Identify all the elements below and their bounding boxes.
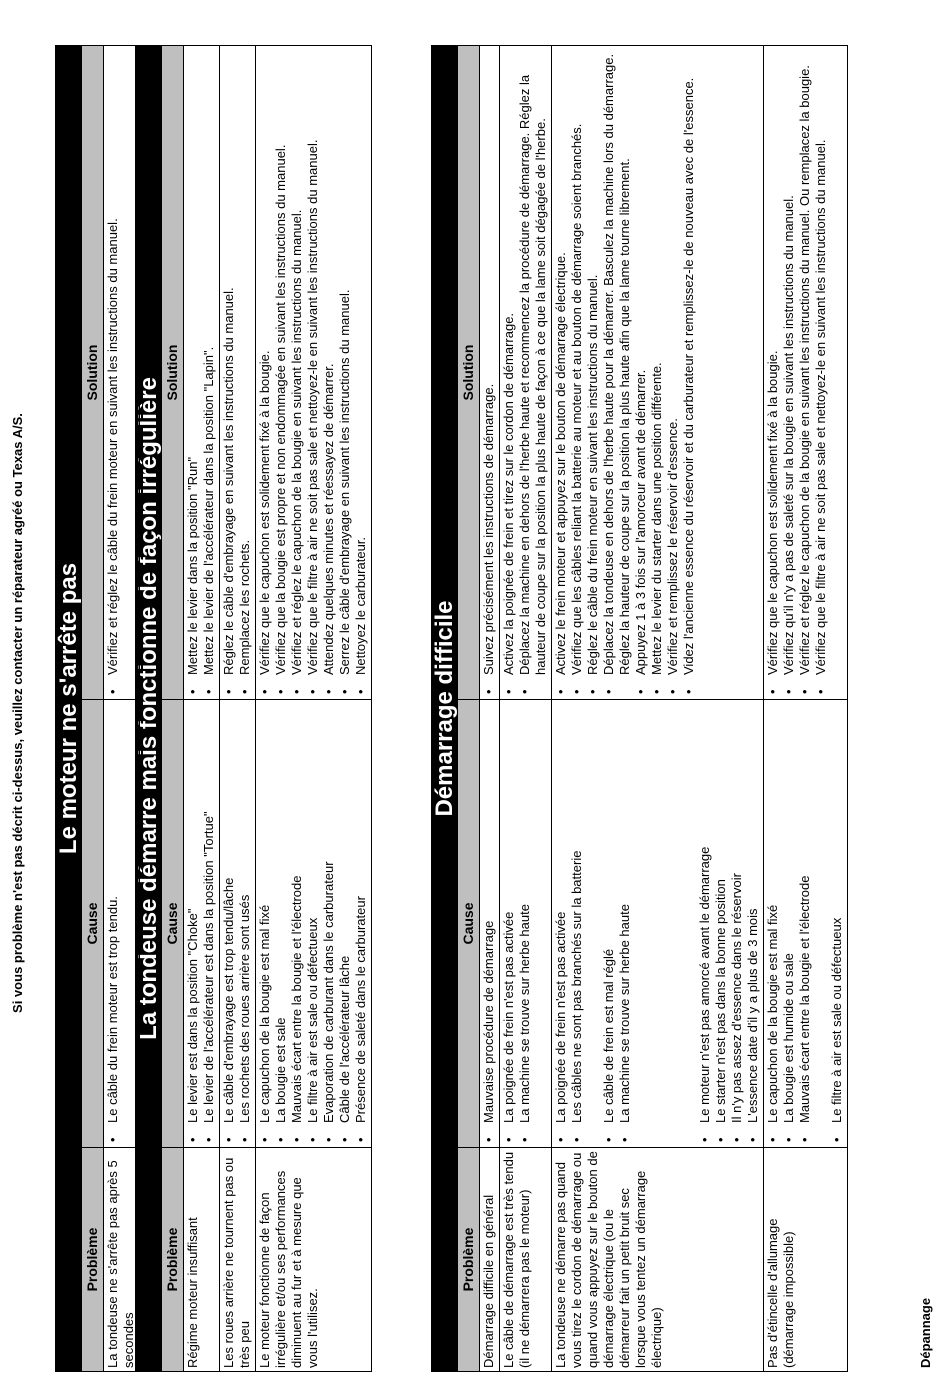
section-engine-wont-stop	[55, 45, 140, 1372]
problem-cell: La tondeuse ne démarre pas quand vous tirez le cordon de démarrage ou quand vous appuyez sur le bouton de démarrage électrique (ou le démarreur fait un petit bruit sec lorsque vous tentez un démarrage électrique)	[553, 1151, 664, 1368]
solution-item: • Vérifiez que les câbles reliant la batterie au moteur et au bouton de démarrage soient branchés.	[569, 49, 585, 696]
cause-spacer	[649, 703, 665, 1144]
solution-item: • Vérifiez et réglez le capuchon de la bougie en suivant les instructions du manuel.	[289, 49, 305, 696]
solution-item: • Activez le frein moteur et appuyez sur le bouton de démarrage électrique.	[553, 49, 569, 696]
cause-spacer	[585, 703, 601, 1144]
cause-list	[257, 703, 369, 1144]
cause-item: • Le levier de l'accélérateur est dans la position "Tortue"	[201, 703, 217, 1144]
cause-item: • Mauvaise procédure de démarrage	[481, 703, 497, 1144]
cause-item: • La machine se trouve sur herbe haute	[617, 703, 633, 1144]
header-problem: Problème	[460, 1227, 476, 1292]
cause-item: • Le levier est dans la position "Choke"	[185, 703, 201, 1144]
solution-cell	[104, 46, 139, 700]
cause-item: • La bougie est sale	[273, 703, 289, 1144]
table-header	[162, 45, 184, 1372]
solution-item: • Vérifiez et réglez le capuchon de la bougie en suivant les instructions du manuel. Ou remplacez la bougie.	[797, 49, 813, 696]
cause-item: • L'essence date d'il y a plus de 3 mois	[745, 703, 761, 1144]
cause-cell	[220, 700, 255, 1148]
table-header	[82, 45, 104, 1372]
cause-item: • La poignée de frein n'est pas activée	[553, 703, 569, 1144]
cause-item: • Mauvais écart entre la bougie et l'électrode	[797, 703, 813, 1144]
cause-cell	[764, 700, 847, 1148]
footer-note: Si vous problème n'est pas décrit ci-dessus, veuillez contacter un réparateur agréé ou Texas A/S.	[10, 413, 25, 1013]
cause-item: • Présence de saleté dans le carburateur	[353, 703, 369, 1144]
problem-cell: La tondeuse ne s'arrête pas après 5 secondes	[105, 1160, 136, 1368]
cause-item: • Le starter n'est pas dans la bonne position	[713, 703, 729, 1144]
cause-item: • Câble de l'accélérateur lâche	[337, 703, 353, 1144]
solution-item: • Serrez le câble d'embrayage en suivant les instructions du manuel.	[337, 49, 353, 696]
cause-list	[765, 703, 845, 1144]
solution-item: • Activez la poignée de frein et tirez sur le cordon de démarrage.	[501, 49, 517, 696]
solution-item: • Vérifiez que le filtre à air ne soit pas sale et nettoyez-le en suivant les instructions du manuel.	[305, 49, 321, 696]
solution-cell	[500, 46, 551, 700]
cause-list	[501, 703, 533, 1144]
cause-item: • Mauvais écart entre la bougie et l'électrode	[289, 703, 305, 1144]
cause-spacer	[813, 703, 829, 1144]
problem-cell: Le moteur fonctionne de façon irrégulière et/ou ses performances diminuent au fur et à mesure que vous l'utilisez.	[257, 1170, 320, 1368]
cause-item: • Le câble d'embrayage est trop tendu/lâche	[221, 703, 237, 1144]
section-hard-starting	[431, 45, 848, 1372]
cause-item: • Les câbles ne sont pas branchés sur la batterie	[569, 703, 585, 1144]
cause-item: • La machine se trouve sur herbe haute	[517, 703, 533, 1144]
cause-cell	[552, 700, 763, 1148]
cause-spacer	[665, 703, 681, 1144]
solution-item: • Vérifiez que le capuchon est solidement fixé à la bougie.	[765, 49, 781, 696]
table-header	[458, 45, 480, 1372]
solution-cell	[184, 46, 219, 700]
cause-item: • Le filtre à air est sale ou défectueux	[305, 703, 321, 1144]
cause-cell	[500, 700, 551, 1148]
solution-item: • Mettez le levier de l'accélérateur dans la position "Lapin".	[201, 49, 217, 696]
cause-spacer	[633, 703, 649, 1144]
solution-item: • Déplacez la tondeuse en dehors de l'herbe haute pour la démarrer. Basculez la machine lors du démarrage. Réglez la hauteur de coupe sur la position la plus haute afin que la lame tourne librement.	[601, 49, 633, 696]
section-title: La tondeuse démarre mais fonctionne de façon irrégulière	[135, 45, 162, 1372]
cause-cell	[480, 700, 499, 1148]
solution-item: • Réglez le câble d'embrayage en suivant les instructions du manuel.	[221, 49, 237, 696]
page-title: Dépannage	[918, 1297, 933, 1368]
table-row	[500, 45, 552, 1372]
problem-cell: Le câble de démarrage est très tendu (il ne démarrera pas le moteur)	[501, 1151, 532, 1368]
cause-spacer	[681, 703, 697, 1144]
table-row	[104, 45, 140, 1372]
solution-list	[481, 49, 497, 696]
cause-item: • La bougie est humide ou sale	[781, 703, 797, 1144]
table-row	[220, 45, 256, 1372]
cause-item: • Le câble du frein moteur est trop tendu.	[105, 703, 121, 1144]
solution-list	[185, 49, 217, 696]
solution-list	[553, 49, 697, 696]
header-solution: Solution	[82, 46, 103, 700]
cause-item: • Il n'y pas assez d'essence dans le réservoir	[729, 703, 745, 1144]
solution-cell	[552, 46, 763, 700]
cause-item: • Evaporation de carburant dans le carburateur	[321, 703, 337, 1144]
solution-item: • Vérifiez que le filtre à air ne soit pas sale et nettoyez-le en suivant les instructions du manuel.	[813, 49, 829, 696]
problem-cell: Régime moteur insuffisant	[185, 1217, 200, 1368]
solution-item: • Videz l'ancienne essence du réservoir et du carburateur et remplissez-le de nouveau avec de l'essence.	[681, 49, 697, 696]
cause-list	[481, 703, 497, 1144]
solution-item: • Déplacez la machine en dehors de l'herbe haute et recommencez la procédure de démarrage. Réglez la hauteur de coupe sur la position la plus haute de façon à ce que la lame soit dégagée de l'herbe.	[517, 49, 549, 696]
header-cause: Cause	[82, 700, 103, 1148]
solution-item: • Vérifiez que la bougie est propre et non endommagée en suivant les instructions du manuel.	[273, 49, 289, 696]
solution-item: • Suivez précisément les instructions de démarrage.	[481, 49, 497, 696]
section-runs-irregularly	[135, 45, 372, 1372]
cause-list	[553, 703, 761, 1144]
solution-cell	[764, 46, 847, 700]
table-row	[764, 45, 848, 1372]
cause-cell	[256, 700, 371, 1148]
header-cause: Cause	[162, 700, 183, 1148]
cause-list	[185, 703, 217, 1144]
solution-cell	[480, 46, 499, 700]
problem-cell: Pas d'étincelle d'allumage (démarrage impossible)	[765, 1218, 796, 1368]
cause-item: • Le capuchon de la bougie est mal fixé	[765, 703, 781, 1144]
cause-item: • Le moteur n'est pas amorcé avant le démarrage	[697, 703, 713, 1144]
table-row	[256, 45, 372, 1372]
solution-cell	[256, 46, 371, 700]
solution-item: • Nettoyez le carburateur.	[353, 49, 369, 696]
cause-item: • Les rochets des roues arrière sont usés	[237, 703, 253, 1144]
solution-item: • Vérifiez qu'il n'y a pas de saleté sur la bougie en suivant les instructions du manuel.	[781, 49, 797, 696]
solution-list	[501, 49, 549, 696]
cause-list	[105, 703, 121, 1144]
header-cause: Cause	[458, 700, 479, 1148]
header-problem: Problème	[164, 1227, 180, 1292]
table-row	[552, 45, 764, 1372]
cause-item: • Le filtre à air est sale ou défectueux	[829, 703, 845, 1144]
cause-item: • Le capuchon de la bougie est mal fixé	[257, 703, 273, 1144]
solution-item: • Vérifiez que le capuchon est solidement fixé à la bougie.	[257, 49, 273, 696]
solution-item: • Vérifiez et réglez le câble du frein moteur en suivant les instructions du manuel.	[105, 49, 121, 696]
cause-cell	[104, 700, 139, 1148]
problem-cell: Démarrage difficile en général	[481, 1194, 496, 1368]
solution-item: • Appuyez 1 à 3 fois sur l'amorceur avant de démarrer.	[633, 49, 649, 696]
solution-cell	[220, 46, 255, 700]
section-title: Le moteur ne s'arrête pas	[55, 45, 82, 1372]
table-row	[184, 45, 220, 1372]
header-solution: Solution	[162, 46, 183, 700]
solution-item: • Vérifiez et remplissez le réservoir d'essence.	[665, 49, 681, 696]
solution-list	[105, 49, 121, 696]
solution-item: • Mettez le levier du starter dans une position différente.	[649, 49, 665, 696]
problem-cell: Les roues arrière ne tournent pas ou très peu	[221, 1157, 252, 1368]
solution-list	[257, 49, 369, 696]
solution-list	[221, 49, 253, 696]
solution-list	[765, 49, 829, 696]
solution-item: • Mettez le levier dans la position "Run"	[185, 49, 201, 696]
header-problem: Problème	[84, 1227, 100, 1292]
solution-item: • Remplacez les rochets.	[237, 49, 253, 696]
table-row	[480, 45, 500, 1372]
solution-item: • Réglez le câble du frein moteur en suivant les instructions du manuel.	[585, 49, 601, 696]
section-title: Démarrage difficile	[431, 45, 458, 1372]
cause-item: • La poignée de frein n'est pas activée	[501, 703, 517, 1144]
cause-cell	[184, 700, 219, 1148]
cause-list	[221, 703, 253, 1144]
cause-item: • Le câble de frein est mal réglé	[601, 703, 617, 1144]
solution-item: • Attendez quelques minutes et réessayez de démarrer.	[321, 49, 337, 696]
header-solution: Solution	[458, 46, 479, 700]
